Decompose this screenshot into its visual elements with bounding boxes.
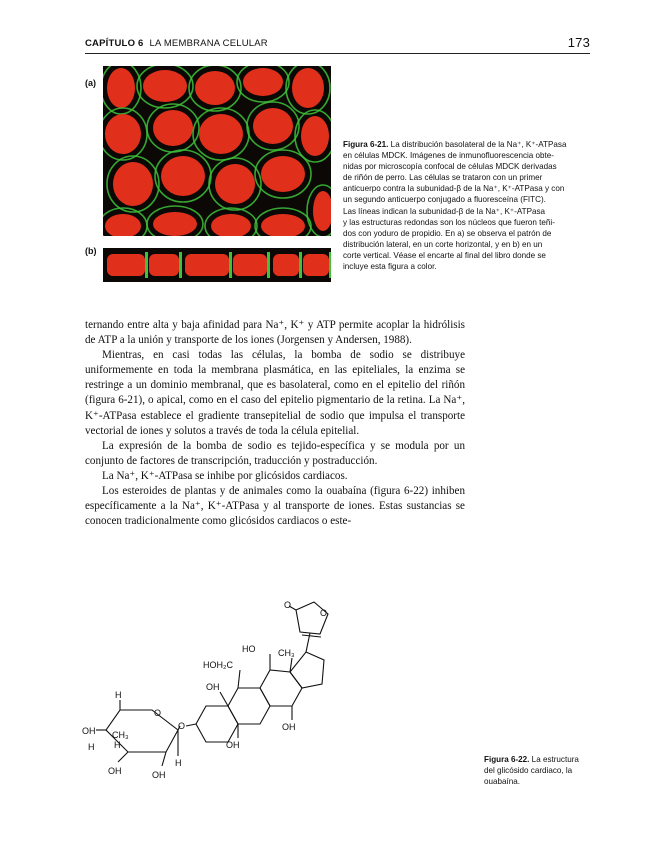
lactone-ring	[296, 602, 328, 634]
caption-line: ouabaína.	[484, 777, 521, 786]
atom-h: H	[115, 690, 122, 700]
ring-b	[228, 688, 270, 724]
caption-label: Figura 6-22.	[484, 755, 530, 764]
label-hoh2c: HOH₂C	[203, 660, 233, 670]
cell-nucleus	[143, 70, 187, 102]
atom-h: H	[114, 740, 121, 750]
atom-o: O	[320, 608, 328, 618]
ring-c	[260, 670, 302, 706]
page-number: 173	[567, 35, 590, 50]
cell-nucleus	[105, 114, 141, 154]
caption-line: del glicósido cardiaco, la	[484, 766, 573, 775]
bond-oh-s1	[118, 752, 128, 762]
cell-nucleus	[199, 114, 243, 154]
caption-line: La distribución basolateral de la Na⁺, K⁺-ATPasa	[388, 140, 567, 149]
cell-nucleus	[215, 164, 255, 204]
double-bond	[302, 635, 321, 637]
label-oh: OH	[226, 740, 240, 750]
caption-line: La estructura	[529, 755, 579, 764]
cell-nucleus	[233, 254, 267, 276]
paragraph: ternando entre alta y baja afinidad para Na⁺, K⁺ y ATP permite acoplar la hidrólisis de ATP a la unión y transporte de los iones (Jorgensen y Andersen, 1988).	[85, 319, 465, 347]
label-oh: OH	[282, 722, 296, 732]
caption-line: de riñón de perro. Las células se trataron con un primer	[343, 173, 543, 183]
figure-6-22-caption	[484, 754, 599, 787]
label-oh: OH	[82, 726, 96, 736]
cell-nucleus	[153, 110, 193, 146]
lateral-membrane	[329, 252, 331, 278]
caption-label: Figura 6-21.	[343, 140, 389, 149]
cell-nucleus	[185, 254, 229, 276]
cell-nucleus	[153, 212, 197, 236]
label-ch3: CH₃	[278, 648, 295, 658]
atom-h: H	[175, 758, 182, 768]
body-text	[85, 318, 465, 529]
paragraph: La Na⁺, K⁺-ATPasa se inhibe por glicósidos cardiacos.	[102, 469, 348, 482]
atom-o: O	[154, 708, 162, 718]
cell-nucleus	[161, 156, 205, 196]
caption-line: incluye esta figura a color.	[343, 262, 437, 272]
ring-d	[290, 652, 324, 688]
paragraph: La expresión de la bomba de sodio es tejido-específica y se modula por un conjunto de factores de transcripción, traducción y postraducción.	[85, 439, 465, 467]
running-head	[85, 35, 590, 54]
ring-a	[196, 706, 238, 742]
chapter-title: LA MEMBRANA CELULAR	[149, 38, 268, 49]
caption-line: nidas por microscopía confocal de células MDCK derivadas	[343, 162, 557, 172]
cell-nucleus	[253, 108, 293, 144]
bond-o-link	[186, 724, 196, 726]
caption-line: en células MDCK. Imágenes de inmunofluorescencia obte-	[343, 151, 554, 161]
cell-nucleus	[149, 254, 179, 276]
label-oh: OH	[206, 682, 220, 692]
panel-label-a: (a)	[85, 78, 96, 88]
cell-nucleus	[261, 156, 305, 192]
cell-nucleus	[113, 162, 153, 206]
micrograph-horizontal	[103, 66, 331, 236]
cell-nucleus	[292, 68, 324, 108]
panel-label-b: (b)	[85, 246, 97, 256]
cell-nucleus	[243, 68, 283, 96]
bond-oh-s2	[162, 752, 166, 766]
label-oh: OH	[152, 770, 166, 780]
atom-o: O	[284, 600, 292, 610]
cell-nucleus	[195, 71, 235, 105]
cell-nucleus	[107, 254, 145, 276]
caption-line: corte vertical. Véase el encarte al final del libro donde se	[343, 250, 546, 260]
lateral-membrane	[299, 252, 302, 278]
lateral-membrane	[267, 252, 270, 278]
caption-line: anticuerpo contra la subunidad-β de la Na⁺, K⁺-ATPasa y con	[343, 184, 565, 194]
caption-line: dos con yoduro de propidio. En a) se observa el patrón de	[343, 228, 552, 238]
lateral-membrane	[229, 252, 232, 278]
caption-line: y las estructuras redondas son los núcleos que fueron teñi-	[343, 217, 555, 227]
caption-line: distribución lateral, en un corte horizontal, y en b) en un	[343, 239, 543, 249]
micrograph-vertical	[103, 248, 331, 282]
paragraph: Los esteroides de plantas y de animales como la ouabaína (figura 6-22) inhiben específicamente a la Na⁺, K⁺-ATPasa y al transporte de iones. Estas sustancias se conocen tradicionalmente como glicósidos cardiacos o este-	[85, 485, 465, 528]
lateral-membrane	[145, 252, 148, 278]
atom-o: O	[178, 721, 186, 731]
atom-h: H	[88, 742, 95, 752]
bond-oh-a	[220, 692, 228, 706]
label-oh: OH	[108, 766, 122, 776]
label-ch3: CH₃	[112, 730, 129, 740]
figure-6-21-caption	[343, 139, 593, 272]
bond-hoh2c	[238, 670, 240, 688]
cell-nucleus	[301, 116, 329, 156]
chapter-label: CAPÍTULO 6	[85, 38, 144, 49]
cell-nucleus	[107, 68, 135, 108]
lateral-membrane	[179, 252, 182, 278]
caption-line: Las líneas indican la subunidad-β de la Na⁺, K⁺-ATPasa	[343, 206, 546, 216]
paragraph: Mientras, en casi todas las células, la bomba de sodio se distribuye uniformemente en toda la membrana plasmática, en las epiteliales, la enzima se restringe a un dominio membranal, que es basolateral, como en el epitelio del riñón (figura 6-21), o apical, como en el caso del epitelio pigmentario de la retina. La Na⁺, K⁺-ATPasa establece el gradiente transepitelial de sodio que impulsa el transporte vectorial de iones y solutos a través de toda la célula epitelial.	[85, 349, 465, 437]
cell-nucleus	[303, 254, 329, 276]
label-ho: HO	[242, 644, 256, 654]
caption-line: un segundo anticuerpo conjugado a fluoresceína (FITC).	[343, 195, 546, 205]
ouabain-structure	[80, 588, 380, 788]
cell-nucleus	[273, 254, 299, 276]
